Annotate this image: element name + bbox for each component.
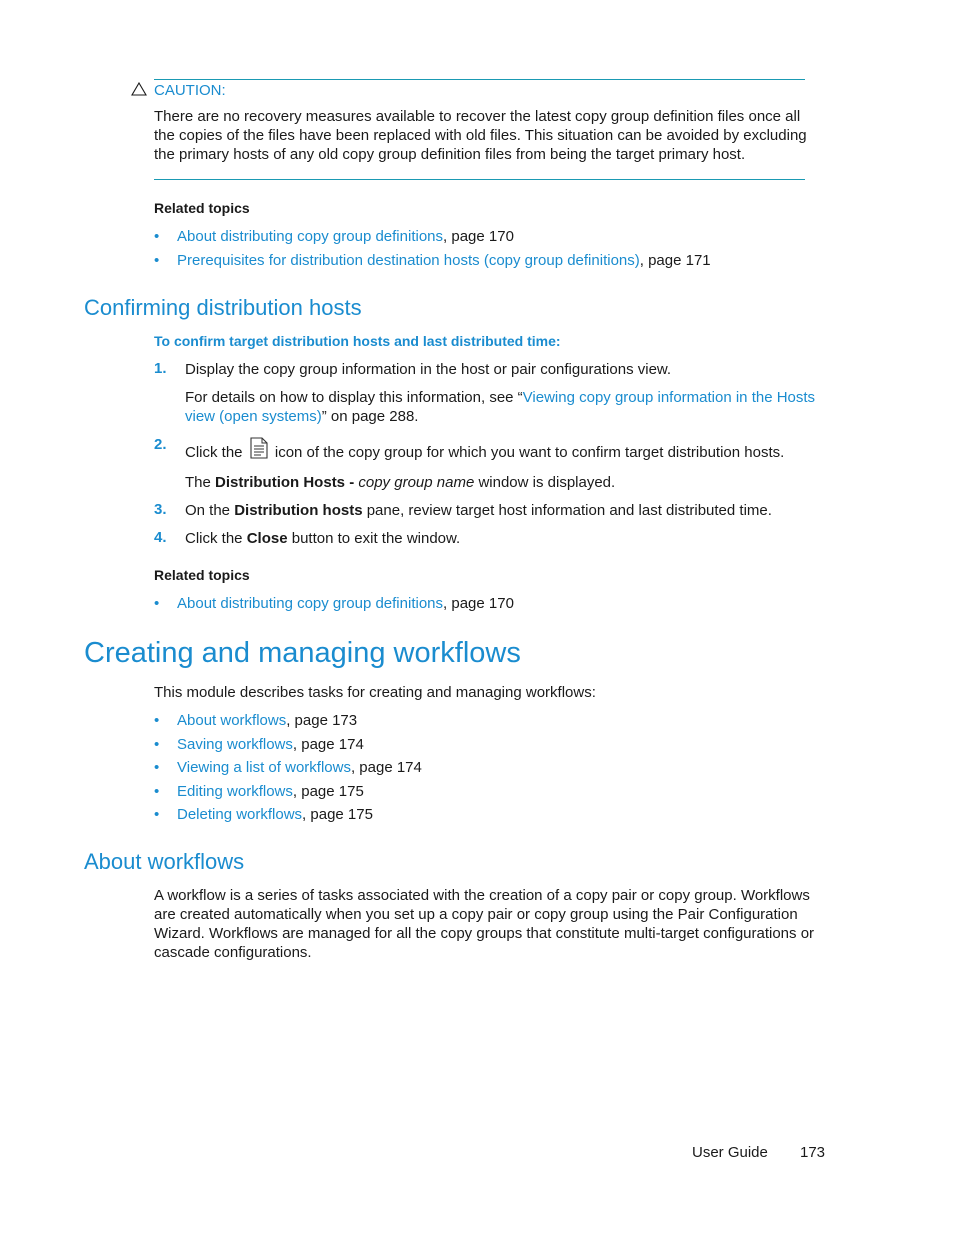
step-suffix: pane, review target host information and last distributed time. <box>366 502 772 519</box>
bullet-icon: • <box>154 712 160 729</box>
section-heading: About workflows <box>84 849 245 874</box>
caution-text: There are no recovery measures available to recover the latest copy group definition files once all the copies of the files have been replaced with old files. This situation can be avoided by excluding the primary hosts of any old copy group definition files from being the target primary host. <box>154 108 807 163</box>
list-item <box>154 594 514 618</box>
list-item <box>154 227 711 251</box>
list-item <box>154 782 422 806</box>
document-icon <box>249 437 269 459</box>
page-ref: , page 170 <box>443 228 514 245</box>
list-item <box>154 758 422 782</box>
bullet-icon: • <box>154 251 160 269</box>
window-name: Distribution Hosts - <box>215 474 355 491</box>
step-number: 1. <box>154 360 167 377</box>
step-text <box>185 529 460 548</box>
bullet-icon: • <box>154 806 160 823</box>
step-text <box>185 501 772 520</box>
page-number: 173 <box>800 1144 826 1161</box>
step-detail <box>185 388 835 426</box>
step-text <box>185 437 784 462</box>
detail-link[interactable]: Viewing copy group information in the Hosts view (open systems) <box>185 389 816 425</box>
topic-link[interactable]: Editing workflows <box>177 782 293 800</box>
step-prefix: Click the <box>185 444 243 461</box>
topic-link[interactable]: Viewing a list of workflows <box>177 759 351 776</box>
bullet-icon: • <box>154 782 160 800</box>
pane-name: Distribution hosts <box>234 502 363 519</box>
caution-top-rule <box>154 79 805 80</box>
topic-link[interactable]: About distributing copy group definitions <box>177 228 444 245</box>
list-item <box>154 711 422 735</box>
page-ref: , page 170 <box>443 595 514 612</box>
window-name-italic: copy group name <box>358 474 475 491</box>
page-ref: , page 171 <box>639 251 711 269</box>
warning-triangle-icon <box>131 82 147 96</box>
page-ref: , page 174 <box>292 735 364 753</box>
topic-link[interactable]: About distributing copy group definitions <box>177 595 444 612</box>
topic-link[interactable]: Deleting workflows <box>177 806 303 823</box>
step-number: 3. <box>154 501 167 518</box>
chapter-heading: Creating and managing workflows <box>84 637 521 669</box>
step-suffix: button to exit the window. <box>291 530 461 547</box>
page-ref: , page 173 <box>286 712 358 729</box>
step-number: 2. <box>154 436 167 453</box>
button-name: Close <box>246 530 288 547</box>
page-ref: , page 175 <box>302 806 373 823</box>
footer-label: User Guide <box>692 1144 768 1161</box>
detail-prefix: For details on how to display this information, see “ <box>185 389 523 406</box>
workflow-topics-list <box>154 711 422 829</box>
module-intro: This module describes tasks for creating and managing workflows: <box>154 684 596 701</box>
caution-label: CAUTION: <box>154 82 226 99</box>
step-prefix: Click the <box>185 530 243 547</box>
step-prefix: On the <box>185 502 231 519</box>
section-heading: Confirming distribution hosts <box>84 295 362 320</box>
topic-link[interactable]: Prerequisites for distribution destination hosts (copy group definitions) <box>177 251 640 269</box>
list-item <box>154 735 422 759</box>
related-topics-heading: Related topics <box>154 567 250 583</box>
detail-prefix: The <box>185 474 211 491</box>
related-topics-list <box>154 227 711 274</box>
step-detail <box>185 473 615 492</box>
step-number: 4. <box>154 529 167 546</box>
bullet-icon: • <box>154 595 160 612</box>
detail-suffix: window is displayed. <box>478 474 616 491</box>
caution-bottom-rule <box>154 179 805 180</box>
step-text: Display the copy group information in the host or pair configurations view. <box>185 361 672 378</box>
bullet-icon: • <box>154 735 160 753</box>
page-ref: , page 174 <box>350 759 422 776</box>
related-topics-heading: Related topics <box>154 200 250 216</box>
page-ref: , page 175 <box>292 782 364 800</box>
list-item <box>154 805 422 829</box>
bullet-icon: • <box>154 228 160 245</box>
about-text: A workflow is a series of tasks associated with the creation of a copy pair or copy group. Workflows are created automatically when you set up a copy pair or copy group using the Pair Configuration Wizard. Workflows are managed for all the copy groups that constitute multi-target configurations or cascade configurations. <box>154 887 815 961</box>
step-suffix: icon of the copy group for which you want to confirm target distribution hosts. <box>274 444 785 461</box>
related-topics-list <box>154 594 514 618</box>
detail-suffix: ” on page 288. <box>321 408 419 425</box>
bullet-icon: • <box>154 759 160 776</box>
procedure-title: To confirm target distribution hosts and last distributed time: <box>154 333 561 349</box>
topic-link[interactable]: Saving workflows <box>177 735 293 753</box>
list-item <box>154 251 711 275</box>
topic-link[interactable]: About workflows <box>177 712 287 729</box>
